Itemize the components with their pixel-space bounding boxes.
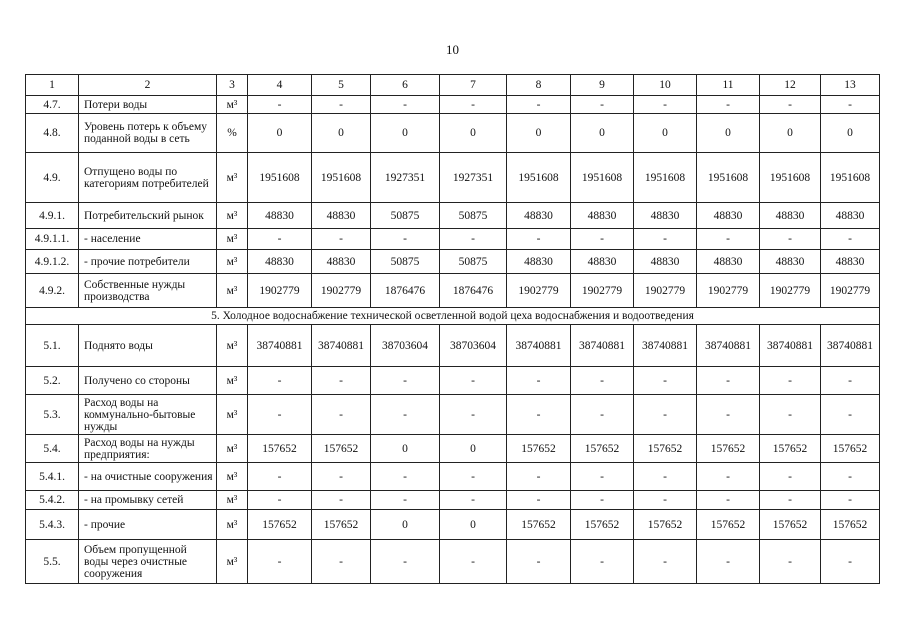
- table-row: [26, 114, 880, 153]
- unit-cell: м³: [217, 153, 248, 203]
- value-cell: -: [571, 229, 634, 250]
- value-cell: -: [697, 491, 760, 510]
- unit-cell: м³: [217, 395, 248, 435]
- value-cell: 1951608: [248, 153, 312, 203]
- value-cell: -: [697, 229, 760, 250]
- unit-cell: м³: [217, 250, 248, 274]
- value-cell: -: [697, 463, 760, 491]
- column-number-cell: 3: [217, 75, 248, 96]
- value-cell: -: [248, 540, 312, 584]
- value-cell: -: [821, 395, 880, 435]
- value-cell: 157652: [634, 510, 697, 540]
- value-cell: -: [440, 229, 507, 250]
- table-row: [26, 395, 880, 435]
- value-cell: -: [821, 96, 880, 114]
- column-number-cell: 9: [571, 75, 634, 96]
- indicator-name-cell: Получено со стороны: [79, 367, 217, 395]
- row-code-cell: 4.9.1.2.: [26, 250, 79, 274]
- value-cell: -: [440, 463, 507, 491]
- value-cell: 0: [371, 435, 440, 463]
- row-code-cell: 5.4.2.: [26, 491, 79, 510]
- value-cell: -: [507, 229, 571, 250]
- value-cell: -: [440, 96, 507, 114]
- indicator-name-cell: Поднято воды: [79, 325, 217, 367]
- value-cell: 1927351: [440, 153, 507, 203]
- value-cell: 1876476: [440, 274, 507, 308]
- value-cell: 38740881: [697, 325, 760, 367]
- value-cell: 157652: [248, 435, 312, 463]
- value-cell: -: [634, 96, 697, 114]
- value-cell: 1902779: [507, 274, 571, 308]
- value-cell: 50875: [440, 250, 507, 274]
- value-cell: 1902779: [312, 274, 371, 308]
- indicator-name-cell: - население: [79, 229, 217, 250]
- value-cell: -: [312, 229, 371, 250]
- table-row: [26, 153, 880, 203]
- value-cell: 50875: [440, 203, 507, 229]
- value-cell: -: [440, 540, 507, 584]
- value-cell: 157652: [697, 435, 760, 463]
- column-number-cell: 4: [248, 75, 312, 96]
- value-cell: -: [634, 540, 697, 584]
- indicator-name-cell: Уровень потерь к объему поданной воды в сеть: [79, 114, 217, 153]
- value-cell: -: [697, 367, 760, 395]
- table-row: [26, 250, 880, 274]
- table-row: [26, 463, 880, 491]
- value-cell: 38703604: [371, 325, 440, 367]
- row-code-cell: 4.8.: [26, 114, 79, 153]
- row-code-cell: 5.5.: [26, 540, 79, 584]
- row-code-cell: 4.9.2.: [26, 274, 79, 308]
- value-cell: 157652: [248, 510, 312, 540]
- value-cell: -: [312, 367, 371, 395]
- value-cell: -: [760, 367, 821, 395]
- column-number-cell: 6: [371, 75, 440, 96]
- unit-cell: м³: [217, 274, 248, 308]
- value-cell: -: [371, 367, 440, 395]
- value-cell: 48830: [634, 250, 697, 274]
- unit-cell: м³: [217, 435, 248, 463]
- value-cell: 48830: [697, 203, 760, 229]
- value-cell: -: [371, 463, 440, 491]
- row-code-cell: 5.2.: [26, 367, 79, 395]
- row-code-cell: 5.4.: [26, 435, 79, 463]
- indicator-name-cell: Отпущено воды по категориям потребителей: [79, 153, 217, 203]
- value-cell: -: [571, 491, 634, 510]
- table-row: [26, 435, 880, 463]
- value-cell: 157652: [821, 510, 880, 540]
- column-number-cell: 5: [312, 75, 371, 96]
- value-cell: -: [507, 367, 571, 395]
- indicator-name-cell: - на промывку сетей: [79, 491, 217, 510]
- unit-cell: м³: [217, 510, 248, 540]
- value-cell: -: [571, 367, 634, 395]
- value-cell: -: [312, 463, 371, 491]
- row-code-cell: 4.9.1.: [26, 203, 79, 229]
- value-cell: 48830: [312, 250, 371, 274]
- value-cell: 0: [571, 114, 634, 153]
- value-cell: 0: [440, 435, 507, 463]
- value-cell: 48830: [760, 203, 821, 229]
- value-cell: 1902779: [821, 274, 880, 308]
- value-cell: -: [440, 491, 507, 510]
- table-row: [26, 367, 880, 395]
- value-cell: 48830: [248, 203, 312, 229]
- indicator-name-cell: - прочие: [79, 510, 217, 540]
- indicator-name-cell: Расход воды на коммунально-бытовые нужды: [79, 395, 217, 435]
- value-cell: -: [248, 395, 312, 435]
- value-cell: -: [571, 540, 634, 584]
- value-cell: 38703604: [440, 325, 507, 367]
- value-cell: 1951608: [697, 153, 760, 203]
- value-cell: 0: [440, 510, 507, 540]
- value-cell: 0: [248, 114, 312, 153]
- unit-cell: м³: [217, 540, 248, 584]
- unit-cell: м³: [217, 203, 248, 229]
- value-cell: 1902779: [697, 274, 760, 308]
- value-cell: 1951608: [571, 153, 634, 203]
- column-number-cell: 2: [79, 75, 217, 96]
- column-number-cell: 13: [821, 75, 880, 96]
- value-cell: -: [248, 463, 312, 491]
- unit-cell: м³: [217, 229, 248, 250]
- row-code-cell: 4.9.: [26, 153, 79, 203]
- value-cell: 0: [371, 114, 440, 153]
- column-number-cell: 11: [697, 75, 760, 96]
- row-code-cell: 4.7.: [26, 96, 79, 114]
- value-cell: -: [634, 491, 697, 510]
- value-cell: 1951608: [507, 153, 571, 203]
- value-cell: -: [440, 367, 507, 395]
- header-row: [26, 75, 880, 96]
- row-code-cell: 5.4.3.: [26, 510, 79, 540]
- value-cell: 48830: [571, 250, 634, 274]
- value-cell: 0: [697, 114, 760, 153]
- value-cell: -: [634, 367, 697, 395]
- indicator-name-cell: Потери воды: [79, 96, 217, 114]
- value-cell: 1951608: [821, 153, 880, 203]
- value-cell: 157652: [697, 510, 760, 540]
- value-cell: -: [507, 491, 571, 510]
- value-cell: -: [312, 395, 371, 435]
- value-cell: 157652: [507, 510, 571, 540]
- value-cell: -: [312, 540, 371, 584]
- section-heading-cell: 5. Холодное водоснабжение технической осветленной водой цеха водоснабжения и водоотведения: [26, 308, 880, 325]
- row-code-cell: 5.1.: [26, 325, 79, 367]
- data-table: [25, 74, 880, 584]
- table-row: [26, 274, 880, 308]
- table-row: [26, 229, 880, 250]
- value-cell: 0: [760, 114, 821, 153]
- row-code-cell: 4.9.1.1.: [26, 229, 79, 250]
- value-cell: 48830: [507, 250, 571, 274]
- value-cell: -: [507, 96, 571, 114]
- indicator-name-cell: Потребительский рынок: [79, 203, 217, 229]
- value-cell: 48830: [821, 203, 880, 229]
- unit-cell: м³: [217, 491, 248, 510]
- column-number-cell: 8: [507, 75, 571, 96]
- value-cell: -: [507, 463, 571, 491]
- value-cell: 48830: [248, 250, 312, 274]
- value-cell: 48830: [760, 250, 821, 274]
- value-cell: 1876476: [371, 274, 440, 308]
- value-cell: -: [371, 491, 440, 510]
- value-cell: 1951608: [634, 153, 697, 203]
- value-cell: -: [760, 96, 821, 114]
- unit-cell: м³: [217, 325, 248, 367]
- value-cell: 157652: [507, 435, 571, 463]
- value-cell: 48830: [821, 250, 880, 274]
- value-cell: 38740881: [760, 325, 821, 367]
- value-cell: 157652: [312, 510, 371, 540]
- value-cell: -: [248, 367, 312, 395]
- value-cell: -: [507, 395, 571, 435]
- unit-cell: %: [217, 114, 248, 153]
- indicator-name-cell: - на очистные сооружения: [79, 463, 217, 491]
- value-cell: 1951608: [312, 153, 371, 203]
- value-cell: -: [312, 96, 371, 114]
- value-cell: -: [697, 540, 760, 584]
- value-cell: -: [821, 367, 880, 395]
- value-cell: 157652: [571, 510, 634, 540]
- value-cell: -: [440, 395, 507, 435]
- value-cell: 38740881: [248, 325, 312, 367]
- value-cell: -: [821, 463, 880, 491]
- indicator-name-cell: Объем пропущенной воды через очистные сооружения: [79, 540, 217, 584]
- table-row: [26, 491, 880, 510]
- section-row: [26, 308, 880, 325]
- value-cell: 38740881: [507, 325, 571, 367]
- value-cell: -: [760, 463, 821, 491]
- value-cell: -: [760, 229, 821, 250]
- unit-cell: м³: [217, 367, 248, 395]
- column-number-cell: 10: [634, 75, 697, 96]
- value-cell: 48830: [507, 203, 571, 229]
- value-cell: -: [821, 540, 880, 584]
- value-cell: 38740881: [571, 325, 634, 367]
- value-cell: -: [634, 395, 697, 435]
- value-cell: -: [634, 229, 697, 250]
- value-cell: 1902779: [760, 274, 821, 308]
- value-cell: -: [821, 229, 880, 250]
- table-row: [26, 96, 880, 114]
- unit-cell: м³: [217, 96, 248, 114]
- value-cell: 1902779: [571, 274, 634, 308]
- value-cell: -: [571, 395, 634, 435]
- page-number: 10: [446, 42, 459, 57]
- value-cell: -: [760, 491, 821, 510]
- row-code-cell: 5.3.: [26, 395, 79, 435]
- value-cell: 38740881: [821, 325, 880, 367]
- value-cell: 48830: [571, 203, 634, 229]
- value-cell: 48830: [634, 203, 697, 229]
- value-cell: -: [248, 491, 312, 510]
- value-cell: -: [312, 491, 371, 510]
- value-cell: 48830: [697, 250, 760, 274]
- value-cell: -: [821, 491, 880, 510]
- value-cell: 157652: [821, 435, 880, 463]
- table-row: [26, 540, 880, 584]
- value-cell: 0: [312, 114, 371, 153]
- row-code-cell: 5.4.1.: [26, 463, 79, 491]
- value-cell: 157652: [760, 435, 821, 463]
- value-cell: 0: [821, 114, 880, 153]
- table-row: [26, 203, 880, 229]
- value-cell: 1902779: [634, 274, 697, 308]
- value-cell: 0: [507, 114, 571, 153]
- column-number-cell: 7: [440, 75, 507, 96]
- value-cell: 38740881: [634, 325, 697, 367]
- value-cell: -: [371, 395, 440, 435]
- value-cell: 157652: [760, 510, 821, 540]
- indicator-name-cell: Собственные нужды производства: [79, 274, 217, 308]
- value-cell: -: [248, 229, 312, 250]
- value-cell: 50875: [371, 250, 440, 274]
- value-cell: -: [248, 96, 312, 114]
- value-cell: 1902779: [248, 274, 312, 308]
- value-cell: 157652: [312, 435, 371, 463]
- column-number-cell: 12: [760, 75, 821, 96]
- value-cell: 0: [440, 114, 507, 153]
- value-cell: 157652: [634, 435, 697, 463]
- value-cell: -: [697, 96, 760, 114]
- value-cell: -: [634, 463, 697, 491]
- indicator-name-cell: - прочие потребители: [79, 250, 217, 274]
- table-row: [26, 325, 880, 367]
- value-cell: 48830: [312, 203, 371, 229]
- column-number-cell: 1: [26, 75, 79, 96]
- value-cell: 0: [634, 114, 697, 153]
- indicator-name-cell: Расход воды на нужды предприятия:: [79, 435, 217, 463]
- value-cell: 38740881: [312, 325, 371, 367]
- value-cell: -: [571, 96, 634, 114]
- table-row: [26, 510, 880, 540]
- value-cell: -: [371, 540, 440, 584]
- value-cell: -: [571, 463, 634, 491]
- value-cell: -: [371, 96, 440, 114]
- value-cell: -: [760, 540, 821, 584]
- value-cell: -: [371, 229, 440, 250]
- value-cell: 157652: [571, 435, 634, 463]
- value-cell: 50875: [371, 203, 440, 229]
- value-cell: 0: [371, 510, 440, 540]
- value-cell: -: [697, 395, 760, 435]
- value-cell: 1951608: [760, 153, 821, 203]
- value-cell: 1927351: [371, 153, 440, 203]
- value-cell: -: [760, 395, 821, 435]
- unit-cell: м³: [217, 463, 248, 491]
- value-cell: -: [507, 540, 571, 584]
